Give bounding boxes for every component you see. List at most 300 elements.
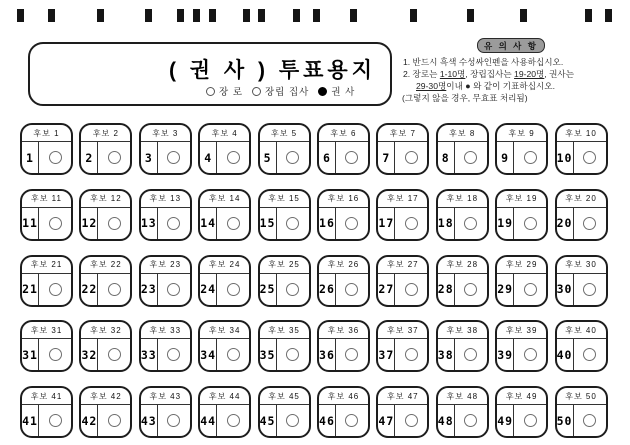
timing-marks xyxy=(0,0,630,28)
candidate-box xyxy=(258,320,311,372)
candidate-label: 후보 9 xyxy=(508,128,535,138)
vote-bubble-icon[interactable] xyxy=(405,151,418,164)
vote-bubble-cell[interactable] xyxy=(574,274,606,305)
vote-bubble-icon[interactable] xyxy=(49,151,62,164)
vote-bubble-icon[interactable] xyxy=(464,283,477,296)
candidate-box xyxy=(376,320,429,372)
candidate-number: 46 xyxy=(319,405,336,436)
candidate-number: 5 xyxy=(260,142,277,173)
vote-bubble-icon[interactable] xyxy=(108,151,121,164)
vote-bubble-icon[interactable] xyxy=(583,283,596,296)
timing-mark xyxy=(48,9,55,22)
vote-bubble-icon[interactable] xyxy=(49,414,62,427)
candidate-body xyxy=(141,207,190,239)
candidate-label: 후보 17 xyxy=(387,194,419,204)
timing-mark xyxy=(145,9,152,22)
vote-bubble-cell[interactable] xyxy=(574,142,606,173)
candidate-box xyxy=(436,320,489,372)
vote-bubble-icon[interactable] xyxy=(345,151,358,164)
candidate-box xyxy=(20,255,73,307)
vote-bubble-icon[interactable] xyxy=(524,283,537,296)
candidate-label: 후보 2 xyxy=(92,128,119,138)
vote-bubble-icon[interactable] xyxy=(405,283,418,296)
candidate-number: 19 xyxy=(497,208,514,239)
vote-bubble-icon[interactable] xyxy=(405,348,418,361)
candidate-box xyxy=(376,255,429,307)
candidate-number: 11 xyxy=(22,208,39,239)
vote-bubble-icon[interactable] xyxy=(524,348,537,361)
candidate-label: 후보 13 xyxy=(149,194,182,204)
vote-bubble-cell[interactable] xyxy=(455,339,487,370)
candidate-label: 후보 35 xyxy=(268,325,300,335)
candidate-body xyxy=(438,273,487,305)
candidate-body xyxy=(557,273,606,305)
timing-mark xyxy=(350,9,357,22)
vote-bubble-icon[interactable] xyxy=(108,414,121,427)
candidate-number: 14 xyxy=(200,208,217,239)
candidate-label: 후보 42 xyxy=(90,391,122,401)
candidate-box xyxy=(79,189,132,241)
vote-bubble-icon[interactable] xyxy=(464,414,477,427)
candidate-number: 2 xyxy=(81,142,98,173)
candidate-label: 후보 7 xyxy=(389,128,416,138)
vote-bubble-icon[interactable] xyxy=(583,217,596,230)
notice-text: 이내 xyxy=(446,81,466,91)
notice-underlined-count: 29-30명 xyxy=(416,81,447,91)
candidate-body xyxy=(200,404,249,436)
candidate-body xyxy=(319,207,368,239)
candidate-number: 29 xyxy=(497,274,514,305)
candidate-label: 후보 34 xyxy=(208,325,241,335)
candidate-box xyxy=(198,189,251,241)
vote-bubble-icon[interactable] xyxy=(167,151,180,164)
candidate-body xyxy=(497,338,546,370)
candidate-number: 22 xyxy=(81,274,98,305)
candidate-label: 후보 6 xyxy=(330,128,357,138)
vote-bubble-cell[interactable] xyxy=(277,405,309,436)
candidate-number: 3 xyxy=(141,142,158,173)
candidate-body xyxy=(378,273,427,305)
candidate-body xyxy=(319,141,368,173)
vote-bubble-icon[interactable] xyxy=(345,414,358,427)
vote-bubble-cell[interactable] xyxy=(395,208,427,239)
candidate-box xyxy=(436,386,489,438)
vote-bubble-icon[interactable] xyxy=(108,348,121,361)
vote-bubble-icon[interactable] xyxy=(583,348,596,361)
vote-bubble-icon[interactable] xyxy=(227,217,240,230)
candidate-label: 후보 45 xyxy=(268,391,300,401)
vote-bubble-icon[interactable] xyxy=(227,283,240,296)
timing-mark xyxy=(97,9,104,22)
candidate-box xyxy=(317,386,370,438)
candidate-box xyxy=(79,255,132,307)
candidate-label: 후보 36 xyxy=(327,325,360,335)
candidate-number: 32 xyxy=(81,339,98,370)
candidate-box xyxy=(317,255,370,307)
vote-bubble-icon[interactable] xyxy=(583,414,596,427)
vote-bubble-cell[interactable] xyxy=(217,405,249,436)
vote-bubble-icon[interactable] xyxy=(167,283,180,296)
candidate-body xyxy=(319,338,368,370)
candidate-box xyxy=(20,123,73,175)
candidate-body xyxy=(557,338,606,370)
vote-bubble-cell[interactable] xyxy=(98,274,130,305)
candidate-number: 4 xyxy=(200,142,217,173)
candidate-box xyxy=(258,255,311,307)
ballot-type-option-jangnip-jipsa[interactable] xyxy=(252,84,309,98)
notice-text: , 장립집사는 xyxy=(465,69,515,79)
timing-mark xyxy=(467,9,474,22)
candidate-number: 33 xyxy=(141,339,158,370)
candidate-number: 49 xyxy=(497,405,514,436)
vote-bubble-icon[interactable] xyxy=(227,414,240,427)
timing-mark xyxy=(410,9,417,22)
vote-bubble-cell[interactable] xyxy=(158,405,190,436)
timing-mark xyxy=(520,9,527,22)
candidate-body xyxy=(438,404,487,436)
candidate-body xyxy=(497,273,546,305)
vote-bubble-icon[interactable] xyxy=(49,217,62,230)
vote-bubble-cell[interactable] xyxy=(39,405,71,436)
ballot-type-label: 장립 집사 xyxy=(265,87,310,98)
vote-bubble-icon[interactable] xyxy=(167,348,180,361)
vote-bubble-icon[interactable] xyxy=(227,348,240,361)
candidate-box xyxy=(258,123,311,175)
candidate-label: 후보 49 xyxy=(505,391,538,401)
candidate-box xyxy=(555,123,608,175)
candidate-label: 후보 19 xyxy=(505,194,538,204)
candidate-number: 43 xyxy=(141,405,158,436)
vote-bubble-icon[interactable] xyxy=(583,151,596,164)
vote-bubble-cell[interactable] xyxy=(98,405,130,436)
candidate-box xyxy=(376,386,429,438)
vote-bubble-cell[interactable] xyxy=(39,142,71,173)
candidate-number: 6 xyxy=(319,142,336,173)
vote-bubble-cell[interactable] xyxy=(574,405,606,436)
candidate-box xyxy=(555,386,608,438)
timing-mark xyxy=(193,9,200,22)
candidate-box xyxy=(20,386,73,438)
candidate-body xyxy=(200,141,249,173)
vote-bubble-icon[interactable] xyxy=(524,151,537,164)
vote-bubble-icon[interactable] xyxy=(524,414,537,427)
vote-bubble-cell[interactable] xyxy=(395,405,427,436)
candidate-label: 후보 39 xyxy=(505,325,538,335)
candidate-body xyxy=(81,273,130,305)
vote-bubble-cell[interactable] xyxy=(158,142,190,173)
ballot-type-option-kwonsa[interactable] xyxy=(318,84,355,98)
timing-mark xyxy=(177,9,184,22)
timing-mark xyxy=(585,9,592,22)
vote-bubble-icon[interactable] xyxy=(345,283,358,296)
candidate-box xyxy=(317,123,370,175)
candidate-body xyxy=(22,141,71,173)
candidate-number: 44 xyxy=(200,405,217,436)
candidate-body xyxy=(557,207,606,239)
candidate-number: 28 xyxy=(438,274,455,305)
candidate-number: 25 xyxy=(260,274,277,305)
candidate-box xyxy=(495,320,548,372)
candidate-box xyxy=(376,123,429,175)
candidate-label: 후보 20 xyxy=(565,194,597,204)
vote-bubble-cell[interactable] xyxy=(455,142,487,173)
notice-line-3 xyxy=(416,80,628,92)
candidate-body xyxy=(438,141,487,173)
vote-bubble-icon[interactable] xyxy=(167,217,180,230)
vote-bubble-cell[interactable] xyxy=(277,339,309,370)
candidate-number: 9 xyxy=(497,142,514,173)
candidate-body xyxy=(22,207,71,239)
candidate-label: 후보 47 xyxy=(387,391,419,401)
ballot-title: ( 권 사 ) 투표용지 xyxy=(168,59,376,82)
candidate-body xyxy=(81,207,130,239)
vote-bubble-cell[interactable] xyxy=(158,339,190,370)
vote-bubble-cell[interactable] xyxy=(39,208,71,239)
vote-bubble-cell[interactable] xyxy=(336,142,368,173)
ballot-type-option-jangno[interactable] xyxy=(206,84,243,98)
vote-bubble-icon[interactable] xyxy=(464,151,477,164)
candidate-box xyxy=(376,189,429,241)
vote-bubble-icon[interactable] xyxy=(345,348,358,361)
vote-bubble-cell[interactable] xyxy=(336,208,368,239)
candidate-number: 1 xyxy=(22,142,39,173)
notice-line-2 xyxy=(403,68,628,80)
candidate-body xyxy=(81,338,130,370)
candidate-box xyxy=(436,123,489,175)
candidate-number: 48 xyxy=(438,405,455,436)
vote-bubble-cell[interactable] xyxy=(336,339,368,370)
vote-bubble-cell[interactable] xyxy=(277,274,309,305)
notice-header-badge: 유 의 사 항 xyxy=(477,38,545,53)
vote-bubble-cell[interactable] xyxy=(514,142,546,173)
candidate-body xyxy=(260,273,309,305)
candidate-label: 후보 22 xyxy=(90,260,122,270)
candidate-label: 후보 5 xyxy=(270,128,298,138)
ballot-type-row xyxy=(206,84,355,98)
vote-bubble-icon[interactable] xyxy=(227,151,240,164)
timing-mark xyxy=(243,9,250,22)
candidate-box xyxy=(139,189,192,241)
candidate-body xyxy=(260,404,309,436)
candidate-body xyxy=(557,141,606,173)
vote-bubble-cell[interactable] xyxy=(158,208,190,239)
vote-bubble-cell[interactable] xyxy=(514,339,546,370)
candidate-number: 37 xyxy=(378,339,395,370)
candidate-number: 34 xyxy=(200,339,217,370)
ballot-type-label: 권 사 xyxy=(331,87,356,98)
vote-bubble-icon[interactable] xyxy=(108,283,121,296)
vote-bubble-cell[interactable] xyxy=(514,208,546,239)
vote-bubble-icon[interactable] xyxy=(286,283,299,296)
candidate-number: 36 xyxy=(319,339,336,370)
vote-bubble-cell[interactable] xyxy=(395,142,427,173)
candidate-body xyxy=(378,404,427,436)
ballot-type-label: 장 로 xyxy=(219,87,243,98)
notice-line-4: (그렇지 않을 경우, 무효표 처리됨) xyxy=(402,93,528,103)
candidate-number: 7 xyxy=(378,142,395,173)
vote-bubble-icon[interactable] xyxy=(464,217,477,230)
candidate-number: 24 xyxy=(200,274,217,305)
candidate-number: 50 xyxy=(557,405,574,436)
timing-mark xyxy=(313,9,320,22)
candidate-box xyxy=(317,189,370,241)
candidate-number: 23 xyxy=(141,274,158,305)
vote-bubble-icon[interactable] xyxy=(286,414,299,427)
vote-bubble-cell[interactable] xyxy=(217,208,249,239)
candidate-label: 후보 23 xyxy=(149,260,182,270)
vote-bubble-cell[interactable] xyxy=(574,339,606,370)
vote-bubble-cell[interactable] xyxy=(217,339,249,370)
candidate-label: 후보 8 xyxy=(449,128,476,138)
candidate-number: 16 xyxy=(319,208,336,239)
vote-bubble-cell[interactable] xyxy=(514,405,546,436)
candidate-box xyxy=(495,255,548,307)
candidate-body xyxy=(141,404,190,436)
notice-underlined-count: 19-20명 xyxy=(514,69,545,79)
vote-bubble-icon[interactable] xyxy=(49,348,62,361)
candidate-label: 후보 43 xyxy=(149,391,182,401)
candidate-box xyxy=(198,255,251,307)
vote-bubble-cell[interactable] xyxy=(217,142,249,173)
radio-circle-icon xyxy=(206,87,215,96)
candidate-box xyxy=(139,123,192,175)
candidate-number: 21 xyxy=(22,274,39,305)
candidate-box xyxy=(555,255,608,307)
candidate-body xyxy=(200,207,249,239)
candidate-label: 후보 31 xyxy=(30,325,63,335)
candidate-label: 후보 24 xyxy=(208,260,241,270)
notice-text: , 권사는 xyxy=(544,69,575,79)
candidate-label: 후보 30 xyxy=(565,260,597,270)
candidate-number: 15 xyxy=(260,208,277,239)
candidate-body xyxy=(378,207,427,239)
candidate-grid xyxy=(20,123,608,438)
vote-bubble-cell[interactable] xyxy=(98,142,130,173)
candidate-number: 35 xyxy=(260,339,277,370)
vote-bubble-cell[interactable] xyxy=(455,405,487,436)
vote-bubble-icon[interactable] xyxy=(286,151,299,164)
vote-bubble-cell[interactable] xyxy=(39,274,71,305)
candidate-number: 26 xyxy=(319,274,336,305)
candidate-body xyxy=(81,141,130,173)
candidate-box xyxy=(317,320,370,372)
vote-bubble-cell[interactable] xyxy=(336,405,368,436)
candidate-body xyxy=(557,404,606,436)
candidate-box xyxy=(495,386,548,438)
vote-bubble-icon[interactable] xyxy=(405,414,418,427)
candidate-box xyxy=(258,189,311,241)
vote-bubble-cell[interactable] xyxy=(395,274,427,305)
vote-bubble-icon[interactable] xyxy=(167,414,180,427)
candidate-label: 후보 1 xyxy=(33,128,60,138)
candidate-body xyxy=(141,273,190,305)
candidate-body xyxy=(141,338,190,370)
vote-bubble-cell[interactable] xyxy=(514,274,546,305)
candidate-number: 47 xyxy=(378,405,395,436)
vote-bubble-icon[interactable] xyxy=(345,217,358,230)
vote-bubble-icon[interactable] xyxy=(286,348,299,361)
candidate-label: 후보 46 xyxy=(327,391,360,401)
timing-mark xyxy=(17,9,24,22)
candidate-number: 20 xyxy=(557,208,574,239)
notice-text: 2. 장로는 xyxy=(403,69,440,79)
candidate-number: 8 xyxy=(438,142,455,173)
candidate-label: 후보 11 xyxy=(31,194,62,204)
candidate-box xyxy=(198,320,251,372)
vote-bubble-icon[interactable] xyxy=(49,283,62,296)
vote-bubble-icon[interactable] xyxy=(405,217,418,230)
vote-bubble-cell[interactable] xyxy=(39,339,71,370)
candidate-body xyxy=(81,404,130,436)
candidate-label: 후보 14 xyxy=(208,194,241,204)
candidate-box xyxy=(495,123,548,175)
vote-bubble-icon[interactable] xyxy=(464,348,477,361)
radio-circle-icon xyxy=(318,87,327,96)
candidate-label: 후보 21 xyxy=(30,260,63,270)
vote-bubble-cell[interactable] xyxy=(158,274,190,305)
candidate-box xyxy=(79,386,132,438)
candidate-body xyxy=(260,338,309,370)
candidate-number: 17 xyxy=(378,208,395,239)
candidate-body xyxy=(378,338,427,370)
timing-mark xyxy=(605,9,612,22)
vote-bubble-cell[interactable] xyxy=(574,208,606,239)
timing-mark xyxy=(258,9,265,22)
timing-mark xyxy=(209,9,216,22)
vote-bubble-cell[interactable] xyxy=(277,142,309,173)
notice-underlined-count: 1-10명 xyxy=(439,69,466,79)
vote-bubble-cell[interactable] xyxy=(455,274,487,305)
radio-circle-icon xyxy=(252,87,261,96)
candidate-label: 후보 48 xyxy=(446,391,479,401)
candidate-number: 45 xyxy=(260,405,277,436)
vote-bubble-icon[interactable] xyxy=(286,217,299,230)
vote-bubble-icon[interactable] xyxy=(108,217,121,230)
candidate-box xyxy=(139,320,192,372)
vote-bubble-icon[interactable] xyxy=(524,217,537,230)
vote-bubble-cell[interactable] xyxy=(336,274,368,305)
candidate-body xyxy=(141,141,190,173)
candidate-label: 후보 41 xyxy=(30,391,63,401)
candidate-body xyxy=(200,338,249,370)
candidate-label: 후보 18 xyxy=(446,194,479,204)
candidate-number: 41 xyxy=(22,405,39,436)
candidate-number: 12 xyxy=(81,208,98,239)
vote-bubble-cell[interactable] xyxy=(217,274,249,305)
notice-section xyxy=(400,38,628,104)
vote-bubble-cell[interactable] xyxy=(277,208,309,239)
candidate-body xyxy=(260,141,309,173)
timing-mark xyxy=(293,9,300,22)
candidate-number: 18 xyxy=(438,208,455,239)
candidate-label: 후보 44 xyxy=(208,391,241,401)
candidate-body xyxy=(319,404,368,436)
candidate-number: 13 xyxy=(141,208,158,239)
candidate-body xyxy=(260,207,309,239)
candidate-number: 39 xyxy=(497,339,514,370)
candidate-label: 후보 38 xyxy=(446,325,479,335)
vote-bubble-cell[interactable] xyxy=(98,339,130,370)
candidate-box xyxy=(79,320,132,372)
vote-bubble-cell[interactable] xyxy=(455,208,487,239)
candidate-label: 후보 27 xyxy=(387,260,419,270)
candidate-body xyxy=(200,273,249,305)
filled-mark-example-icon: ● xyxy=(465,81,471,91)
vote-bubble-cell[interactable] xyxy=(395,339,427,370)
vote-bubble-cell[interactable] xyxy=(98,208,130,239)
candidate-box xyxy=(495,189,548,241)
candidate-box xyxy=(555,189,608,241)
